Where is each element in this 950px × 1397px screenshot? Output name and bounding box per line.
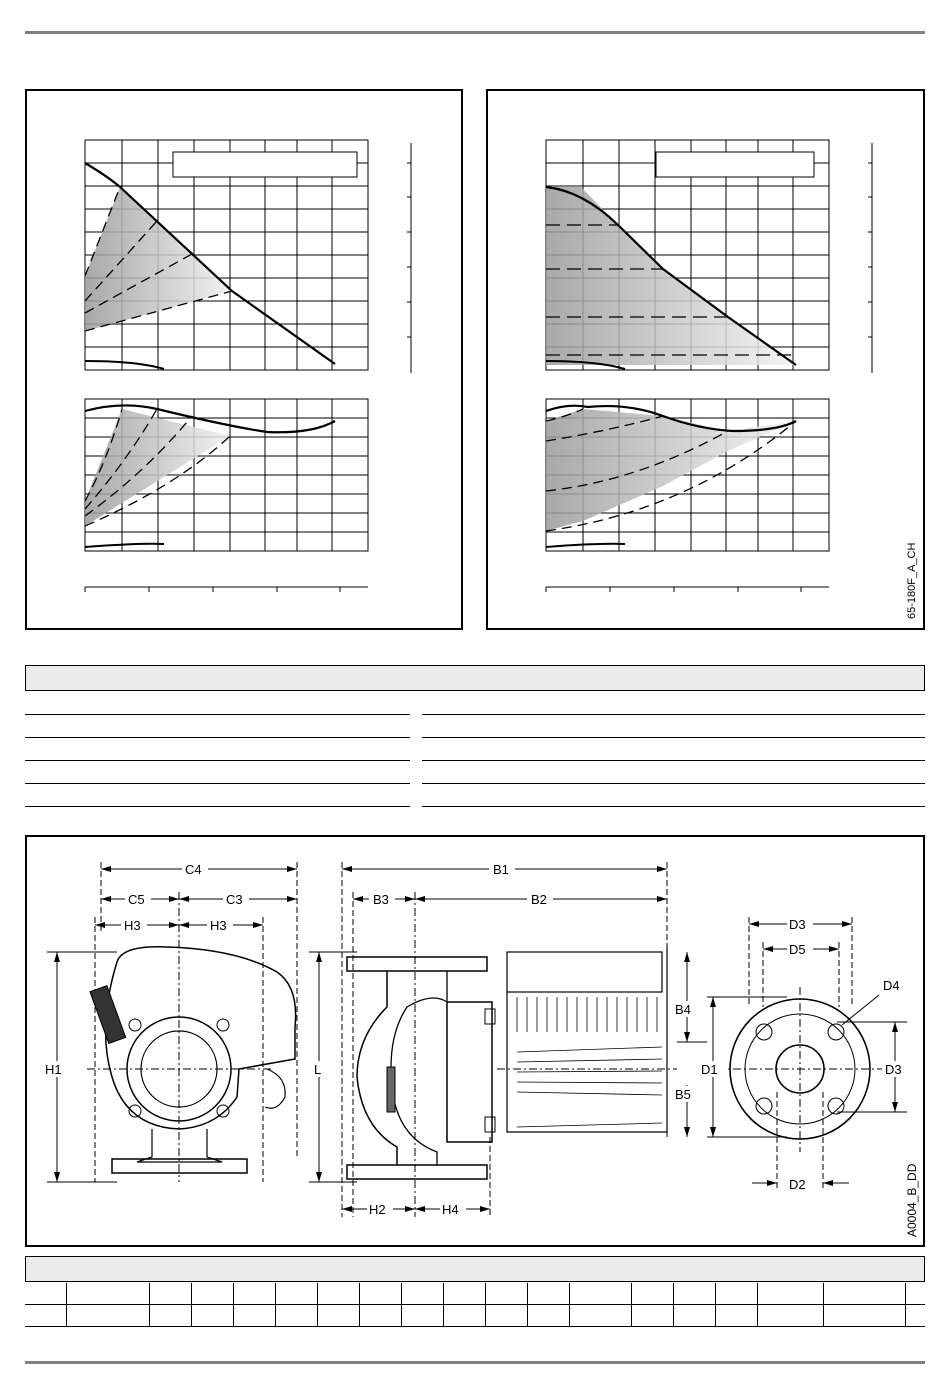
dimension-drawing-panel bbox=[25, 835, 925, 1247]
dim-label-h1: H1 bbox=[45, 1062, 62, 1077]
tech-row-line-3b bbox=[422, 760, 925, 761]
dim-label-b2: B2 bbox=[531, 892, 547, 907]
dim-label-c3: C3 bbox=[226, 892, 243, 907]
dim-label-l: L bbox=[314, 1062, 322, 1077]
tech-row-line-5b bbox=[422, 806, 925, 807]
left-chart-panel bbox=[25, 89, 463, 630]
dim-label-h2: H2 bbox=[369, 1202, 386, 1217]
tech-row-line-3a bbox=[25, 760, 410, 761]
left-chart-svg bbox=[27, 91, 461, 628]
dim-label-d3-top: D3 bbox=[789, 917, 806, 932]
dim-label-b1: B1 bbox=[493, 862, 509, 877]
tech-row-line-4b bbox=[422, 783, 925, 784]
tech-row-line-5a bbox=[25, 806, 410, 807]
dim-label-d3-right: D3 bbox=[885, 1062, 902, 1077]
left-model-box bbox=[173, 152, 357, 177]
tech-row-line-4a bbox=[25, 783, 410, 784]
dim-label-c5: C5 bbox=[128, 892, 145, 907]
dim-label-b4: B4 bbox=[675, 1002, 691, 1017]
right-chart-code: 65-180F_A_CH bbox=[906, 542, 918, 619]
dim-label-d5: D5 bbox=[789, 942, 806, 957]
drawing-code: A0004_B_DD bbox=[905, 1163, 919, 1237]
bottom-rule bbox=[25, 1361, 925, 1364]
dim-label-c4: C4 bbox=[185, 862, 202, 877]
tech-row-line-1a bbox=[25, 714, 410, 715]
top-rule bbox=[25, 31, 925, 34]
dim-label-h3-left: H3 bbox=[124, 918, 141, 933]
tech-data-header bbox=[25, 665, 925, 691]
dimensions-table bbox=[25, 1283, 925, 1327]
tech-row-line-2a bbox=[25, 737, 410, 738]
right-model-box bbox=[656, 152, 814, 177]
table-row bbox=[25, 1283, 925, 1305]
dim-label-h3-right: H3 bbox=[210, 918, 227, 933]
right-chart-svg bbox=[488, 91, 923, 628]
dim-label-d1: D1 bbox=[701, 1062, 718, 1077]
tech-row-line-1b bbox=[422, 714, 925, 715]
dim-label-d4: D4 bbox=[883, 978, 900, 993]
dim-label-d2: D2 bbox=[789, 1177, 806, 1192]
dim-label-b3: B3 bbox=[373, 892, 389, 907]
right-chart-panel bbox=[486, 89, 925, 630]
table-row bbox=[25, 1305, 925, 1327]
dim-label-b5: B5 bbox=[675, 1087, 691, 1102]
dimensions-table-header bbox=[25, 1256, 925, 1282]
dimension-drawing-svg bbox=[27, 837, 923, 1245]
dim-label-h4: H4 bbox=[442, 1202, 459, 1217]
tech-row-line-2b bbox=[422, 737, 925, 738]
